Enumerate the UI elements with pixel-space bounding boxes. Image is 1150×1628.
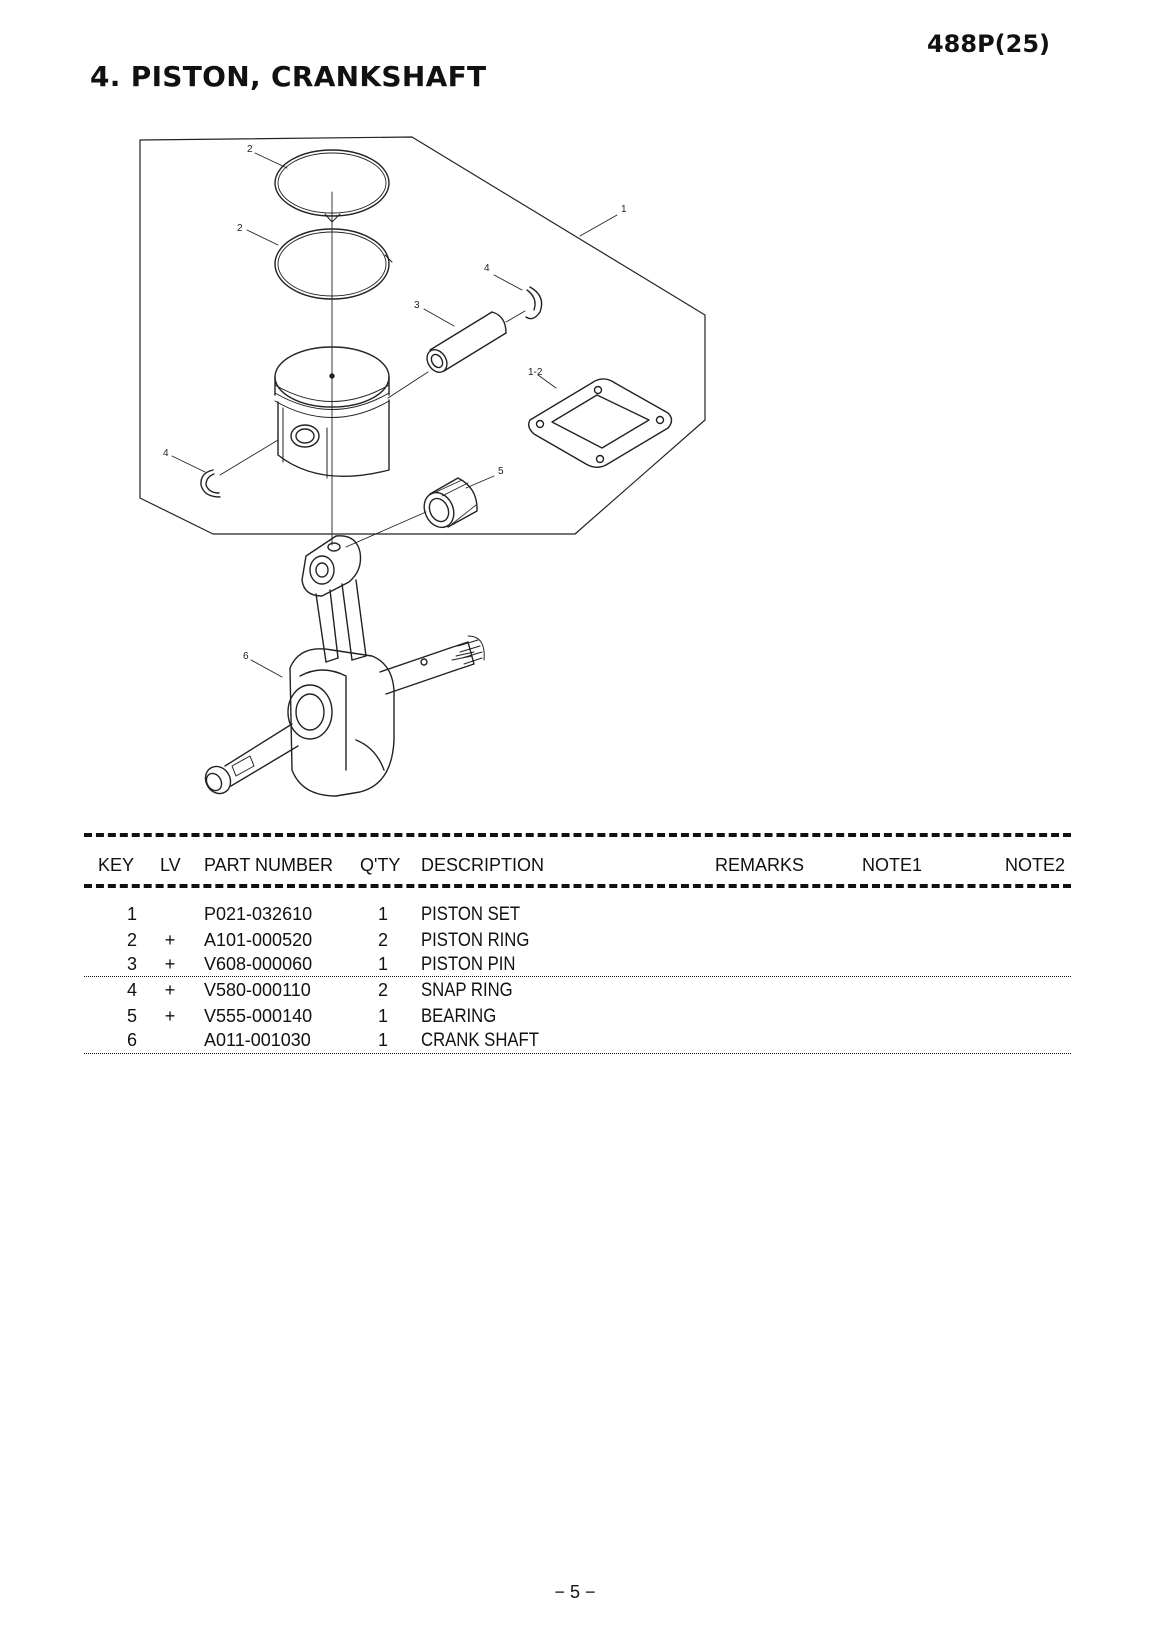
piston-pin: [423, 312, 506, 376]
table-row: [0, 1006, 1150, 1030]
col-header-remarks: REMARKS: [715, 855, 805, 875]
model-number: 488P(25): [926, 30, 1050, 58]
crankshaft-assembly: [201, 536, 485, 798]
gasket: [529, 379, 672, 467]
row-part-number: A101-000520: [204, 930, 313, 950]
row-key: 5: [126, 1006, 137, 1026]
row-part-number: V608-000060: [204, 954, 313, 974]
row-qty: 2: [377, 930, 388, 950]
row-qty: 1: [377, 954, 388, 974]
row-description: BEARING: [421, 1006, 497, 1027]
callout-5: 5: [498, 466, 504, 477]
table-row: [0, 904, 1150, 928]
needle-bearing: [419, 478, 477, 532]
section-title: 4. PISTON, CRANKSHAFT: [90, 60, 487, 93]
row-part-number: V555-000140: [204, 1006, 313, 1026]
col-header-description: DESCRIPTION: [421, 855, 545, 875]
row-qty: 2: [377, 980, 388, 1000]
row-lv: +: [164, 930, 176, 950]
callout-6: 6: [243, 651, 249, 662]
table-bottom-rule: [84, 1053, 1071, 1054]
col-header-note1: NOTE1: [862, 855, 923, 875]
row-key: 6: [126, 1030, 137, 1050]
row-part-number: P021-032610: [204, 904, 313, 924]
row-description: PISTON SET: [421, 904, 521, 925]
col-header-qty: Q'TY: [360, 855, 401, 875]
table-row: [0, 930, 1150, 954]
table-row: [0, 954, 1150, 978]
col-header-lv: LV: [160, 855, 181, 875]
col-header-part-number: PART NUMBER: [204, 855, 334, 875]
row-key: 3: [126, 954, 137, 974]
row-qty: 1: [377, 1030, 388, 1050]
table-top-rule: [84, 833, 1071, 837]
row-description: CRANK SHAFT: [421, 1030, 539, 1051]
callout-2-upper: 2: [247, 144, 253, 155]
callout-3: 3: [414, 300, 420, 311]
callout-4-right: 4: [484, 263, 490, 274]
row-part-number: V580-000110: [204, 980, 311, 1000]
snap-ring-left: [201, 470, 220, 497]
piston-set-outline: [140, 137, 705, 534]
row-qty: 1: [377, 1006, 388, 1026]
row-description: PISTON PIN: [421, 954, 516, 975]
row-part-number: A011-001030: [204, 1030, 311, 1050]
page-number: − 5 −: [554, 1582, 596, 1602]
col-header-key: KEY: [98, 855, 135, 875]
table-row: [0, 980, 1150, 1004]
row-qty: 1: [377, 904, 388, 924]
callout-1-2: 1-2: [528, 367, 543, 378]
row-lv: +: [164, 1006, 176, 1026]
row-lv: +: [164, 954, 176, 974]
table-row: [0, 1030, 1150, 1054]
piston-ring-lower: [275, 229, 392, 299]
callout-4-left: 4: [163, 448, 169, 459]
row-description: SNAP RING: [421, 980, 513, 1001]
row-lv: +: [164, 980, 176, 1000]
row-key: 2: [126, 930, 137, 950]
snap-ring-right: [526, 287, 542, 319]
callout-2-lower: 2: [237, 223, 243, 234]
row-key: 1: [126, 904, 137, 924]
callout-1: 1: [621, 204, 627, 215]
col-header-note2: NOTE2: [1005, 855, 1066, 875]
group-divider: [84, 976, 1071, 977]
row-description: PISTON RING: [421, 930, 530, 951]
table-header-rule: [84, 884, 1071, 888]
row-key: 4: [126, 980, 137, 1000]
